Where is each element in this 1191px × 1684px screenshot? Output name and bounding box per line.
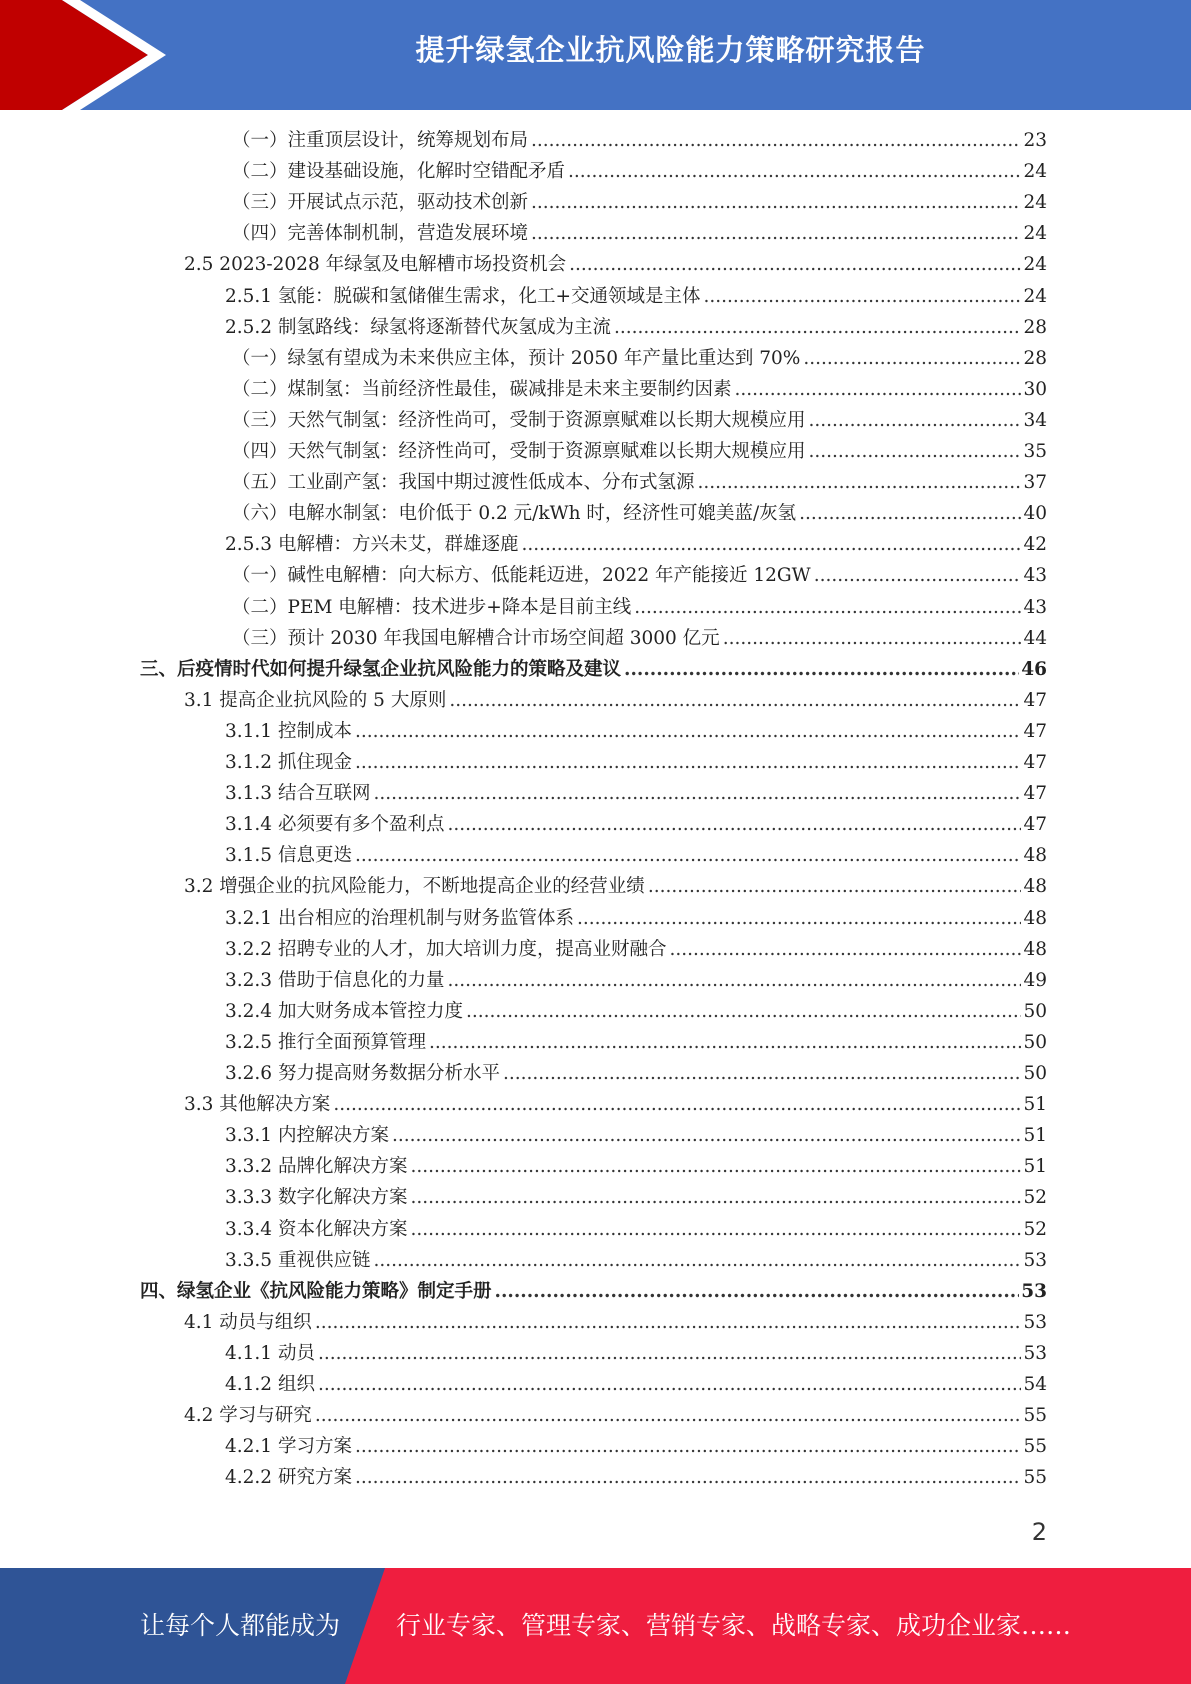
toc-leader-dots — [373, 1246, 1021, 1276]
toc-leader-dots — [568, 157, 1021, 187]
toc-entry-title: 3.1.1 控制成本 — [225, 720, 352, 742]
toc-entry-page: 48 — [1023, 938, 1047, 960]
page-header — [0, 0, 1191, 110]
toc-entry-page: 24 — [1023, 254, 1047, 276]
toc-entry-page: 51 — [1023, 1125, 1047, 1147]
toc-entry[interactable] — [232, 593, 1047, 623]
toc-entry-title: 3.2.2 招聘专业的人才，加大培训力度，提高业财融合 — [225, 938, 667, 960]
page-footer — [0, 1568, 1191, 1684]
toc-entry[interactable] — [225, 717, 1047, 747]
toc-entry-title: （三）预计 2030 年我国电解槽合计市场空间超 3000 亿元 — [232, 627, 720, 649]
toc-entry-page: 48 — [1023, 876, 1047, 898]
toc-entry[interactable] — [225, 1028, 1047, 1058]
toc-entry-title: 2.5.3 电解槽：方兴未艾，群雄逐鹿 — [225, 534, 519, 556]
toc-entry[interactable] — [225, 1121, 1047, 1151]
toc-entry-title: 3.1.3 结合互联网 — [225, 783, 371, 805]
report-title: 提升绿氢企业抗风险能力策略研究报告 — [415, 33, 926, 67]
toc-entry[interactable] — [225, 1215, 1047, 1245]
toc-leader-dots — [809, 437, 1022, 467]
toc-entry-page: 24 — [1023, 161, 1047, 183]
toc-leader-dots — [799, 499, 1021, 529]
toc-entry[interactable] — [225, 1463, 1047, 1493]
toc-leader-dots — [809, 406, 1022, 436]
toc-entry[interactable] — [225, 313, 1047, 343]
toc-leader-dots — [318, 1370, 1022, 1400]
toc-leader-dots — [318, 1339, 1022, 1369]
toc-entry-title: 3.2.1 出台相应的治理机制与财务监管体系 — [225, 907, 574, 929]
toc-leader-dots — [355, 717, 1022, 747]
toc-entry[interactable] — [232, 188, 1047, 218]
toc-leader-dots — [669, 935, 1021, 965]
toc-entry-page: 49 — [1023, 969, 1047, 991]
toc-entry-page: 51 — [1023, 1094, 1047, 1116]
toc-entry[interactable] — [225, 530, 1047, 560]
toc-entry-page: 28 — [1023, 316, 1047, 338]
footer-slogan-right: 行业专家、管理专家、营销专家、战略专家、成功企业家…… — [396, 1611, 1072, 1640]
toc-entry-title: 四、绿氢企业《抗风险能力策略》制定手册 — [140, 1280, 492, 1302]
toc-leader-dots — [392, 1121, 1021, 1151]
toc-entry-title: （一）绿氢有望成为未来供应主体，预计 2050 年产量比重达到 70% — [232, 347, 801, 369]
toc-leader-dots — [723, 624, 1022, 654]
toc-entry-title: 3.2.3 借助于信息化的力量 — [225, 969, 445, 991]
toc-entry-page: 24 — [1023, 285, 1047, 307]
toc-leader-dots — [531, 188, 1021, 218]
toc-leader-dots — [373, 779, 1021, 809]
toc-entry-page: 47 — [1023, 689, 1047, 711]
toc-entry[interactable] — [225, 748, 1047, 778]
toc-entry-title: 3.3.2 品牌化解决方案 — [225, 1156, 408, 1178]
toc-entry-title: 3.3.3 数字化解决方案 — [225, 1187, 408, 1209]
toc-entry-page: 43 — [1023, 565, 1047, 587]
toc-entry-title: （五）工业副产氢：我国中期过渡性低成本、分布式氢源 — [232, 472, 695, 494]
toc-entry-page: 47 — [1023, 720, 1047, 742]
toc-entry-page: 37 — [1023, 472, 1047, 494]
toc-entry[interactable] — [225, 1432, 1047, 1462]
toc-entry[interactable] — [184, 1401, 1047, 1431]
toc-entry-title: 4.2.2 研究方案 — [225, 1467, 352, 1489]
toc-entry-page: 30 — [1023, 378, 1047, 400]
toc-entry-page: 44 — [1023, 627, 1047, 649]
toc-leader-dots — [503, 1059, 1021, 1089]
toc-entry[interactable] — [225, 282, 1047, 312]
toc-entry[interactable] — [225, 1152, 1047, 1182]
toc-entry-title: （六）电解水制氢：电价低于 0.2 元/kWh 时，经济性可媲美蓝/灰氢 — [232, 503, 797, 525]
toc-entry[interactable] — [225, 810, 1047, 840]
toc-entry-title: （三）开展试点示范，驱动技术创新 — [232, 192, 529, 214]
toc-entry-title: 3.1.5 信息更迭 — [225, 845, 352, 867]
toc-entry-page: 52 — [1023, 1218, 1047, 1240]
toc-entry[interactable] — [225, 779, 1047, 809]
toc-entry[interactable] — [225, 1339, 1047, 1369]
toc-entry-page: 50 — [1023, 1031, 1047, 1053]
toc-entry-title: 3.3.4 资本化解决方案 — [225, 1218, 408, 1240]
toc-leader-dots — [803, 344, 1021, 374]
toc-entry-page: 53 — [1023, 1342, 1047, 1364]
toc-leader-dots — [614, 313, 1021, 343]
page-number: 2 — [1031, 1518, 1047, 1546]
toc-entry[interactable] — [232, 126, 1047, 156]
toc-entry-page: 53 — [1021, 1280, 1047, 1302]
toc-entry[interactable] — [225, 1370, 1047, 1400]
toc-entry-page: 47 — [1023, 783, 1047, 805]
toc-entry-page: 50 — [1023, 1000, 1047, 1022]
toc-entry-title: 3.2.5 推行全面预算管理 — [225, 1031, 426, 1053]
toc-entry-page: 52 — [1023, 1187, 1047, 1209]
toc-entry-title: （二）PEM 电解槽：技术进步+降本是目前主线 — [232, 596, 632, 618]
toc-entry-title: 2.5.2 制氢路线：绿氢将逐渐替代灰氢成为主流 — [225, 316, 611, 338]
toc-entry-title: 3.3.5 重视供应链 — [225, 1249, 371, 1271]
toc-entry-title: （一）碱性电解槽：向大标方、低能耗迈进，2022 年产能接近 12GW — [232, 565, 811, 587]
toc-entry-title: 4.2.1 学习方案 — [225, 1436, 352, 1458]
toc-entry[interactable] — [225, 904, 1047, 934]
toc-entry-page: 51 — [1023, 1156, 1047, 1178]
toc-leader-dots — [703, 282, 1021, 312]
toc-entry[interactable] — [232, 219, 1047, 249]
toc-entry-page: 43 — [1023, 596, 1047, 618]
toc-leader-dots — [355, 1432, 1022, 1462]
toc-leader-dots — [429, 1028, 1021, 1058]
toc-entry[interactable] — [225, 841, 1047, 871]
toc-entry-title: （四）完善体制机制，营造发展环境 — [232, 223, 529, 245]
toc-entry-title: 4.1 动员与组织 — [184, 1311, 312, 1333]
toc-entry-page: 50 — [1023, 1063, 1047, 1084]
toc-entry-page: 53 — [1023, 1249, 1047, 1271]
toc-entry[interactable] — [232, 624, 1047, 654]
toc-entry-title: 2.5.1 氢能：脱碳和氢储催生需求，化工+交通领域是主体 — [225, 285, 701, 307]
toc-leader-dots — [449, 686, 1021, 716]
toc-entry-title: 3.1.2 抓住现金 — [225, 752, 352, 773]
toc-leader-dots — [735, 375, 1022, 405]
toc-entry-title: 3.2 增强企业的抗风险能力，不断地提高企业的经营业绩 — [184, 876, 645, 898]
toc-entry[interactable] — [184, 1308, 1047, 1338]
toc-leader-dots — [634, 593, 1021, 623]
toc-leader-dots — [410, 1215, 1021, 1245]
toc-leader-dots — [648, 872, 1022, 902]
toc-entry-title: （二）建设基础设施，化解时空错配矛盾 — [232, 161, 566, 183]
toc-leader-dots — [447, 966, 1021, 996]
toc-entry-page: 28 — [1023, 347, 1047, 369]
toc-leader-dots — [466, 997, 1021, 1027]
toc-leader-dots — [531, 219, 1021, 249]
toc-leader-dots — [569, 250, 1021, 280]
toc-leader-dots — [355, 841, 1022, 871]
toc-leader-dots — [577, 904, 1021, 934]
toc-entry[interactable] — [140, 1277, 1047, 1307]
toc-entry-title: 3.3.1 内控解决方案 — [225, 1125, 389, 1147]
toc-leader-dots — [447, 810, 1021, 840]
toc-entry[interactable] — [225, 1059, 1047, 1089]
toc-entry[interactable] — [225, 1183, 1047, 1213]
toc-entry-page: 53 — [1023, 1311, 1047, 1333]
toc-entry-page: 23 — [1023, 130, 1047, 151]
toc-leader-dots — [355, 1463, 1022, 1493]
toc-entry-title: 3.3 其他解决方案 — [184, 1094, 331, 1116]
toc-entry-title: 3.1.4 必须要有多个盈利点 — [225, 814, 445, 836]
toc-entry-title: （三）天然气制氢：经济性尚可，受制于资源禀赋难以长期大规模应用 — [232, 409, 806, 431]
toc-entry-page: 48 — [1023, 845, 1047, 867]
toc-entry-page: 55 — [1023, 1405, 1047, 1427]
toc-leader-dots — [315, 1308, 1022, 1338]
toc-leader-dots — [315, 1401, 1022, 1431]
toc-entry[interactable] — [232, 437, 1047, 467]
toc-entry[interactable] — [232, 344, 1047, 374]
toc-entry-page: 24 — [1023, 192, 1047, 214]
toc-entry-page: 46 — [1021, 658, 1047, 680]
toc-leader-dots — [410, 1183, 1021, 1213]
toc-entry-page: 54 — [1023, 1374, 1047, 1395]
toc-leader-dots — [814, 561, 1022, 591]
footer-slogan-left: 让每个人都能成为 — [140, 1611, 341, 1640]
toc-entry-title: 4.1.2 组织 — [225, 1374, 315, 1395]
toc-leader-dots — [521, 530, 1021, 560]
toc-entry-title: （四）天然气制氢：经济性尚可，受制于资源禀赋难以长期大规模应用 — [232, 441, 806, 462]
toc-entry-title: 3.2.4 加大财务成本管控力度 — [225, 1000, 463, 1022]
toc-entry-page: 55 — [1023, 1467, 1047, 1489]
toc-leader-dots — [531, 126, 1021, 156]
toc-entry[interactable] — [232, 406, 1047, 436]
toc-entry-page: 35 — [1023, 441, 1047, 462]
toc-entry-title: （二）煤制氢：当前经济性最佳，碳减排是未来主要制约因素 — [232, 378, 732, 400]
toc-entry[interactable] — [232, 468, 1047, 498]
toc-entry-title: 4.2 学习与研究 — [184, 1405, 312, 1427]
toc-entry[interactable] — [225, 997, 1047, 1027]
toc-entry-page: 47 — [1023, 814, 1047, 836]
toc-entry[interactable] — [184, 1090, 1047, 1120]
toc-entry-page: 47 — [1023, 752, 1047, 773]
toc-leader-dots — [355, 748, 1022, 778]
toc-entry[interactable] — [184, 250, 1047, 280]
toc-entry[interactable] — [225, 966, 1047, 996]
toc-entry[interactable] — [140, 655, 1047, 685]
toc-entry[interactable] — [232, 499, 1047, 529]
toc-entry-title: 4.1.1 动员 — [225, 1342, 315, 1364]
toc-entry[interactable] — [232, 157, 1047, 187]
toc-entry-title: 三、后疫情时代如何提升绿氢企业抗风险能力的策略及建议 — [140, 658, 622, 680]
toc-entry[interactable] — [225, 935, 1047, 965]
toc-entry-page: 55 — [1023, 1436, 1047, 1458]
toc-entry-page: 34 — [1023, 409, 1047, 431]
toc-entry-title: 3.2.6 努力提高财务数据分析水平 — [225, 1063, 500, 1084]
toc-entry-page: 48 — [1023, 907, 1047, 929]
toc-entry-title: 2.5 2023-2028 年绿氢及电解槽市场投资机会 — [184, 254, 567, 276]
toc-leader-dots — [495, 1277, 1020, 1307]
toc-leader-dots — [410, 1152, 1021, 1182]
toc-entry-title: 3.1 提高企业抗风险的 5 大原则 — [184, 689, 447, 711]
toc-entry-page: 40 — [1023, 503, 1047, 525]
toc-entry-title: （一）注重顶层设计，统筹规划布局 — [232, 130, 529, 151]
toc-entry[interactable] — [225, 1246, 1047, 1276]
toc-leader-dots — [333, 1090, 1021, 1120]
toc-entry[interactable] — [232, 375, 1047, 405]
toc-entry[interactable] — [184, 686, 1047, 716]
toc-entry[interactable] — [184, 872, 1047, 902]
toc-entry-page: 42 — [1023, 534, 1047, 556]
toc-leader-dots — [698, 468, 1022, 498]
toc-leader-dots — [624, 655, 1019, 685]
toc-entry-page: 24 — [1023, 223, 1047, 245]
toc-entry[interactable] — [232, 561, 1047, 591]
